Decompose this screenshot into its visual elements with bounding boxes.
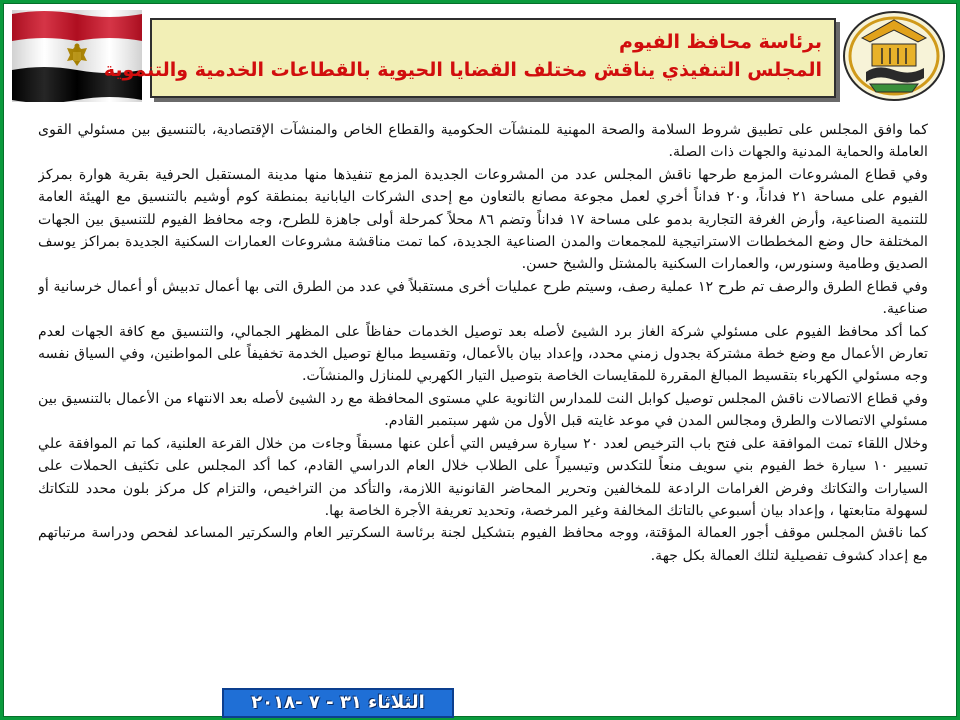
paragraph: وفي قطاع الاتصالات ناقش المجلس توصيل كوابل النت للمدارس الثانوية علي مستوى المحافظة مع رد الشيئ لأصله بعد الانتهاء من الأعمال بالتنسيق بين مسئولي الاتصالات والطرق ومجالس المدن في موعد غايته قبل الأول من شهر سبتمبر القادم.	[38, 390, 928, 430]
headline-subtitle: برئاسة محافظ الفيوم	[619, 31, 822, 53]
paragraph: وخلال اللقاء تمت الموافقة على فتح باب الترخيص لعدد ٢٠ سيارة سرفيس التي أعلن عنها مسبقاً وجاءت من خلال القرعة العلنية، كما تم الموافقة علي تسيير ١٠ سيارة خط الفيوم بني سويف منعاً للتكدس وتيسيراً على الطلاب خلال العام الدراسي القادم، كما أكد المجلس على تكثيف الحملات على السيارات والتكاتك وفرض الغرامات الرادعة للمخالفين وتحرير المحاضر القانونية اللازمة، والتأكد من التراخيص، والتزام كل مركز بلون محدد للتكاتك لسهولة متابعتها ، وإعداد بيان أسبوعي بالتاتك المخالفة وغير المرخصة، وتحديد تعريفة الأجرة الخاصة بها.	[38, 435, 928, 519]
page-frame	[3, 3, 957, 717]
date-badge: الثلاثاء ٣١ - ٧ -٢٠١٨	[222, 688, 454, 718]
paragraph: كما وافق المجلس على تطبيق شروط السلامة والصحة المهنية للمنشآت الحكومية والقطاع الخاص والمنشآت الإقتصادية، بالتنسيق بين مسئولي القوى العاملة والحماية المدنية والجهات ذات الصلة.	[38, 122, 928, 161]
paragraph: كما أكد محافظ الفيوم على مسئولي شركة الغاز برد الشيئ لأصله بعد توصيل الخدمات حفاظاً على المظهر الجمالي، والتنسيق مع كافة الجهات لعدم تعارض الأعمال مع وضع خطة مشتركة بجدول زمني محدد، وإعداد بيان بالأعمال، وتقسيط مبالغ توصيل الخدمة تخفيفاً على المواطنين، وفي السياق نفسه وجه مسئولي الكهرباء بتقسيط المبالغ المقررة للمقايسات الخاصة بتوصيل التيار الكهربي للمنازل والمنشآت.	[38, 323, 928, 385]
paragraph: كما ناقش المجلس موقف أجور العمالة المؤقتة، ووجه محافظ الفيوم بتشكيل لجنة برئاسة السكرتير العام والسكرتير المساعد لفحص ودراسة مرتباتهم مع إعداد كشوف تفصيلية لتلك العمالة بكل جهة.	[38, 525, 928, 564]
fayoum-governorate-logo-icon	[838, 8, 950, 104]
paragraph: وفي قطاع المشروعات المزمع طرحها ناقش المجلس عدد من المشروعات الجديدة المزمع تنفيذها منها مدينة المستقبل الحرفية بقرية هوارة بمركز الفيوم على مساحة ٢١ فداناً، و٢٠ فداناً أخري لعمل مجوعة مصانع بالتعاون مع إحدى الشركات اليابانية بمنطقة كوم أوشيم بالتنسيق مع الهيئة العامة للتنمية الصناعية، وأرض الغرفة التجارية بدمو على مساحة ١٧ فداناً وتضم ٨٦ محلاً كمرحلة أولى جاهزة للطرح، وجه محافظ الفيوم للتنسيق بين الجهات المختلفة حال وضع المخططات الاستراتيجية للمجمعات والمدن الصناعية الجديدة، كما تمت مناقشة مشروعات العمارات السكنية الجديدة بمراكز يوسف الصديق وطامية وسنورس، والعمارات السكنية بالمشتل والشيخ حسن.	[38, 166, 928, 273]
headline-title: المجلس التنفيذي يناقش مختلف القضايا الحيوية بالقطاعات الخدمية والتنموية	[103, 59, 822, 81]
paragraph: وفي قطاع الطرق والرصف تم طرح ١٢ عملية رصف، وسيتم طرح عمليات أخرى مستقبلاً في عدد من الطرق التى بها أعمال تدبيش أو أعمال خرسانية أو صناعية.	[38, 278, 928, 318]
headline-box	[103, 18, 836, 98]
header	[4, 4, 956, 108]
article-body	[38, 119, 928, 679]
